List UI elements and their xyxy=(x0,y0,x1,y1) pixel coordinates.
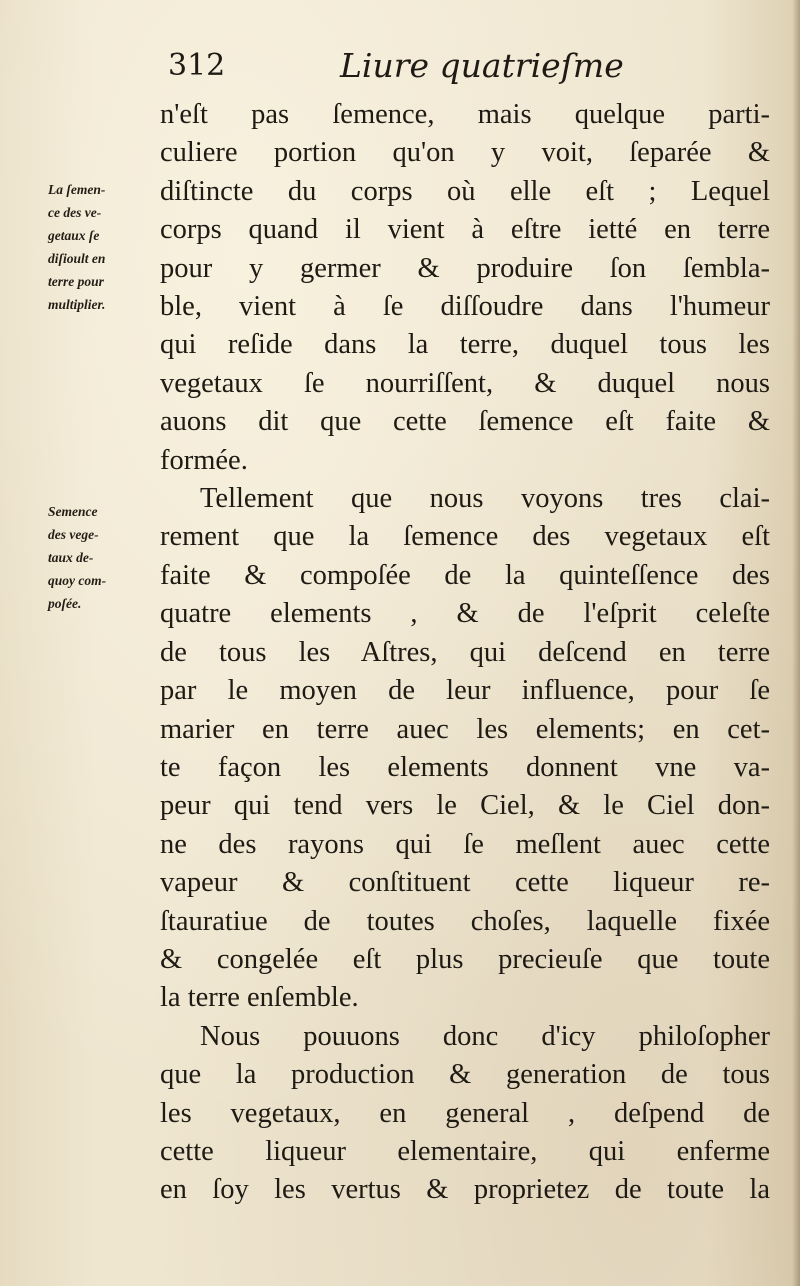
margin-note-line: Semence xyxy=(48,504,98,519)
page-edge-shadow xyxy=(792,0,800,1286)
margin-note-line: getaux ſe xyxy=(48,228,100,243)
text-line: vegetaux ſe nourriſſent, & duquel nous xyxy=(160,367,770,399)
margin-note-line: taux de- xyxy=(48,550,94,565)
text-line: Nous pouuons donc d'icy philoſopher xyxy=(200,1020,770,1052)
margin-note-seed-composition xyxy=(48,500,158,615)
text-line: auons dit que cette ſemence eſt faite & xyxy=(160,406,770,438)
text-line: de tous les Aſtres, qui deſcend en terre xyxy=(160,636,770,668)
text-line: par le moyen de leur influence, pour ſe xyxy=(160,675,770,707)
text-line: quatre elements , & de l'eſprit celeſte xyxy=(160,598,770,630)
page-number: 312 xyxy=(168,48,226,83)
text-line: culiere portion qu'on y voit, ſeparée & xyxy=(160,137,770,169)
text-line: Tellement que nous voyons tres clai- xyxy=(200,483,770,515)
running-head: Liure quatrieſme xyxy=(340,46,624,85)
margin-note-line: des vege- xyxy=(48,527,99,542)
text-line: rement que la ſemence des vegetaux eſt xyxy=(160,521,770,553)
text-line: la terre enſemble. xyxy=(160,982,359,1014)
page-header xyxy=(168,44,768,94)
text-line: & congelée eſt plus precieuſe que toute xyxy=(160,943,770,975)
margin-note-line: multiplier. xyxy=(48,297,106,312)
text-line: diſtincte du corps où elle eſt ; Lequel xyxy=(160,175,770,207)
margin-note-line: diſioult en xyxy=(48,251,106,266)
text-line: qui reſide dans la terre, duquel tous les xyxy=(160,329,770,361)
text-line: formée. xyxy=(160,444,248,476)
text-line: pour y germer & produire ſon ſembla- xyxy=(160,252,770,284)
text-line: faite & compoſée de la quinteſſence des xyxy=(160,559,770,591)
margin-note-seed-dissolves xyxy=(48,178,158,316)
margin-note-line: quoy com- xyxy=(48,573,107,588)
body-text xyxy=(160,96,770,1210)
text-line: n'eſt pas ſemence, mais quelque parti- xyxy=(160,99,770,130)
margin-note-line: poſée. xyxy=(48,596,82,611)
margin-note-line: La ſemen- xyxy=(48,182,106,197)
text-line: corps quand il vient à eſtre ietté en terre xyxy=(160,214,770,246)
text-line: les vegetaux, en general , deſpend de xyxy=(160,1097,770,1129)
text-line: peur qui tend vers le Ciel, & le Ciel don- xyxy=(160,790,770,822)
text-line: ne des rayons qui ſe meſlent auec cette xyxy=(160,828,770,860)
margin-note-line: terre pour xyxy=(48,274,104,289)
text-line: ſtauratiue de toutes choſes, laquelle fixée xyxy=(160,905,770,937)
text-line: en ſoy les vertus & proprietez de toute la xyxy=(160,1174,770,1206)
text-line: vapeur & conſtituent cette liqueur re- xyxy=(160,867,770,899)
text-line: ble, vient à ſe diſſoudre dans l'humeur xyxy=(160,291,770,323)
text-line: cette liqueur elementaire, qui enferme xyxy=(160,1135,770,1167)
text-line: te façon les elements donnent vne va- xyxy=(160,751,770,783)
margin-note-line: ce des ve- xyxy=(48,205,102,220)
text-line: marier en terre auec les elements; en cet- xyxy=(160,713,770,745)
text-line: que la production & generation de tous xyxy=(160,1059,770,1091)
